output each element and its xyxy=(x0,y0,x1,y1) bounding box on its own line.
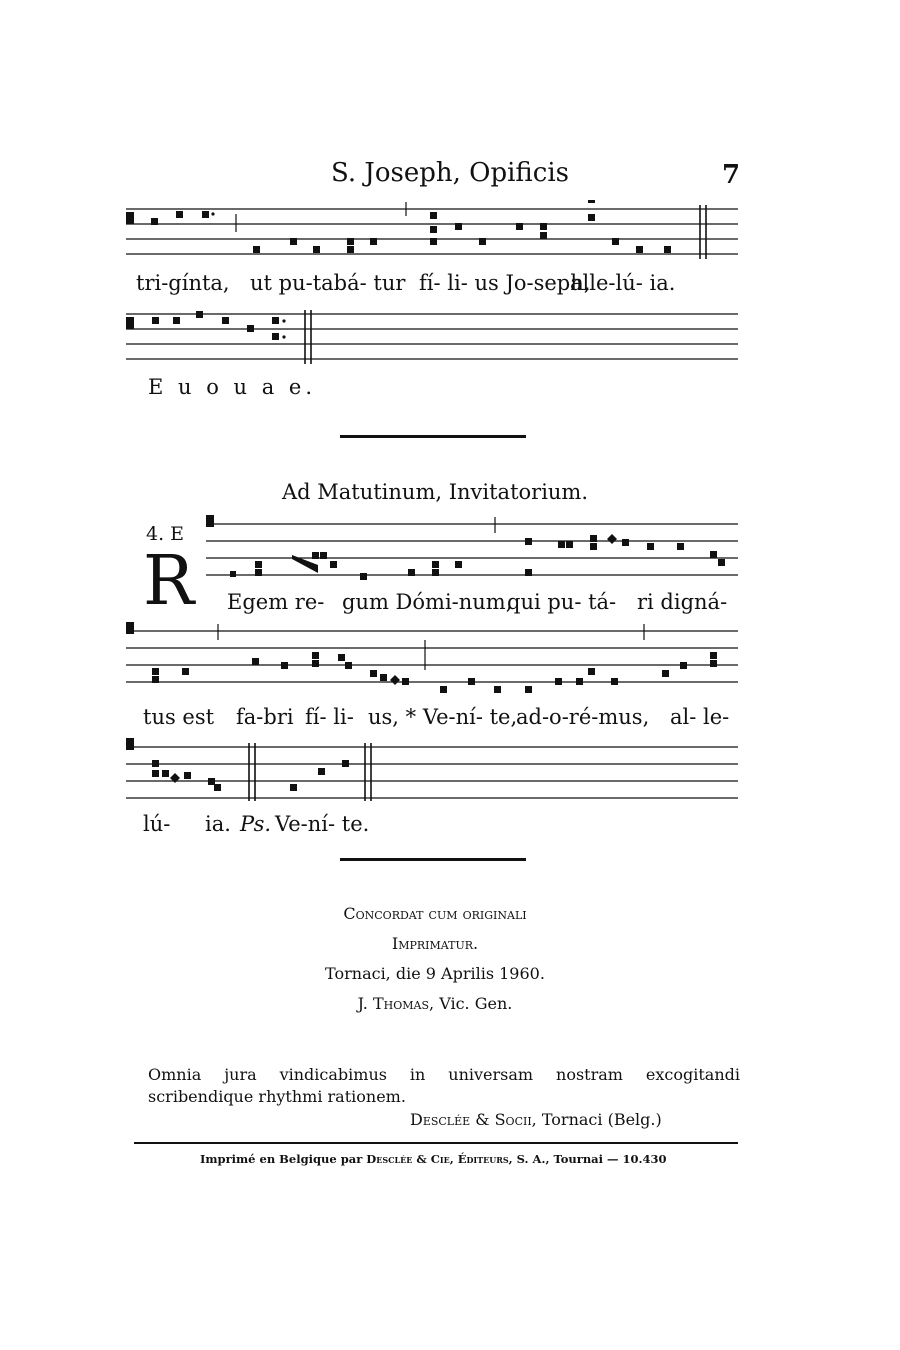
chant-2-lyrics xyxy=(148,375,316,399)
signer-name: J. Thomas, xyxy=(357,994,435,1013)
lyric-word: us, * Ve-ní- te, xyxy=(368,705,518,729)
section-title: Ad Matutinum, Invitatorium. xyxy=(281,480,589,504)
lyric-word: Ve-ní- te. xyxy=(275,812,370,836)
chant-staff-5 xyxy=(0,738,900,808)
page-title: S. Joseph, Opificis xyxy=(331,158,569,188)
publisher-place: Tornaci (Belg.) xyxy=(541,1110,662,1129)
concordat-line: Concordat cum originali xyxy=(343,904,527,923)
publisher-line xyxy=(410,1110,662,1129)
chant-1-lyrics xyxy=(0,271,900,299)
section-divider xyxy=(340,435,526,438)
lyric-word: fí- li- us Jo-seph, xyxy=(419,271,591,295)
lyric-word: fí- li- xyxy=(305,705,354,729)
matins-line-1 xyxy=(0,590,900,618)
signer-title: Vic. Gen. xyxy=(439,994,513,1013)
place-date-line: Tornaci, die 9 Aprilis 1960. xyxy=(325,964,545,983)
lyric-word: Egem re- xyxy=(227,590,325,614)
lyric-word: ad-o-ré-mus, xyxy=(516,705,650,729)
chant-staff-4 xyxy=(0,622,900,697)
section-divider xyxy=(340,858,526,861)
drop-initial: R xyxy=(143,542,195,621)
lyric-word: qui pu- tá- xyxy=(507,590,617,614)
signer-line xyxy=(0,994,870,1013)
lyric-word: lú- xyxy=(143,812,171,836)
chant-staff-1 xyxy=(0,200,900,270)
psalm-label: Ps. xyxy=(240,812,272,836)
lyric-word: tri-gínta, xyxy=(136,271,230,295)
lyric-word: fa-bri xyxy=(236,705,294,729)
lyric-word: ut pu-tabá- tur xyxy=(250,271,406,295)
chant-staff-3 xyxy=(0,515,900,590)
lyric-word: ri digná- xyxy=(637,590,728,614)
lyric-word: gum Dómi-num, xyxy=(342,590,513,614)
intonation-cue: 4. E xyxy=(146,523,185,545)
rights-notice: Omnia jura vindicabimus in universam nostram excogitandi scribendique rhythmi rationem. xyxy=(148,1065,740,1106)
lyric-word: alle-lú- ia. xyxy=(570,271,676,295)
printed-suffix: S. A., Tournai — 10.430 xyxy=(516,1152,667,1166)
printer-name: Desclée & Cie, xyxy=(366,1152,454,1166)
printer-imprint xyxy=(200,1152,667,1166)
printed-prefix: Imprimé en Belgique par xyxy=(200,1152,363,1166)
page-number: 7 xyxy=(722,160,741,190)
imprimatur-line: Imprimatur. xyxy=(391,934,479,953)
matins-line-2 xyxy=(0,705,900,733)
lyric-word: ia. xyxy=(205,812,231,836)
matins-line-3 xyxy=(0,812,900,840)
editeurs-label: Éditeurs, xyxy=(457,1152,513,1166)
chant-staff-2 xyxy=(0,305,900,370)
publisher-name: Desclée & Socii, xyxy=(410,1110,537,1129)
lyric-word: tus est xyxy=(143,705,215,729)
footer-rule xyxy=(134,1142,738,1144)
lyric-word: al- le- xyxy=(670,705,730,729)
euouae-text: E u o u a e. xyxy=(148,375,317,399)
